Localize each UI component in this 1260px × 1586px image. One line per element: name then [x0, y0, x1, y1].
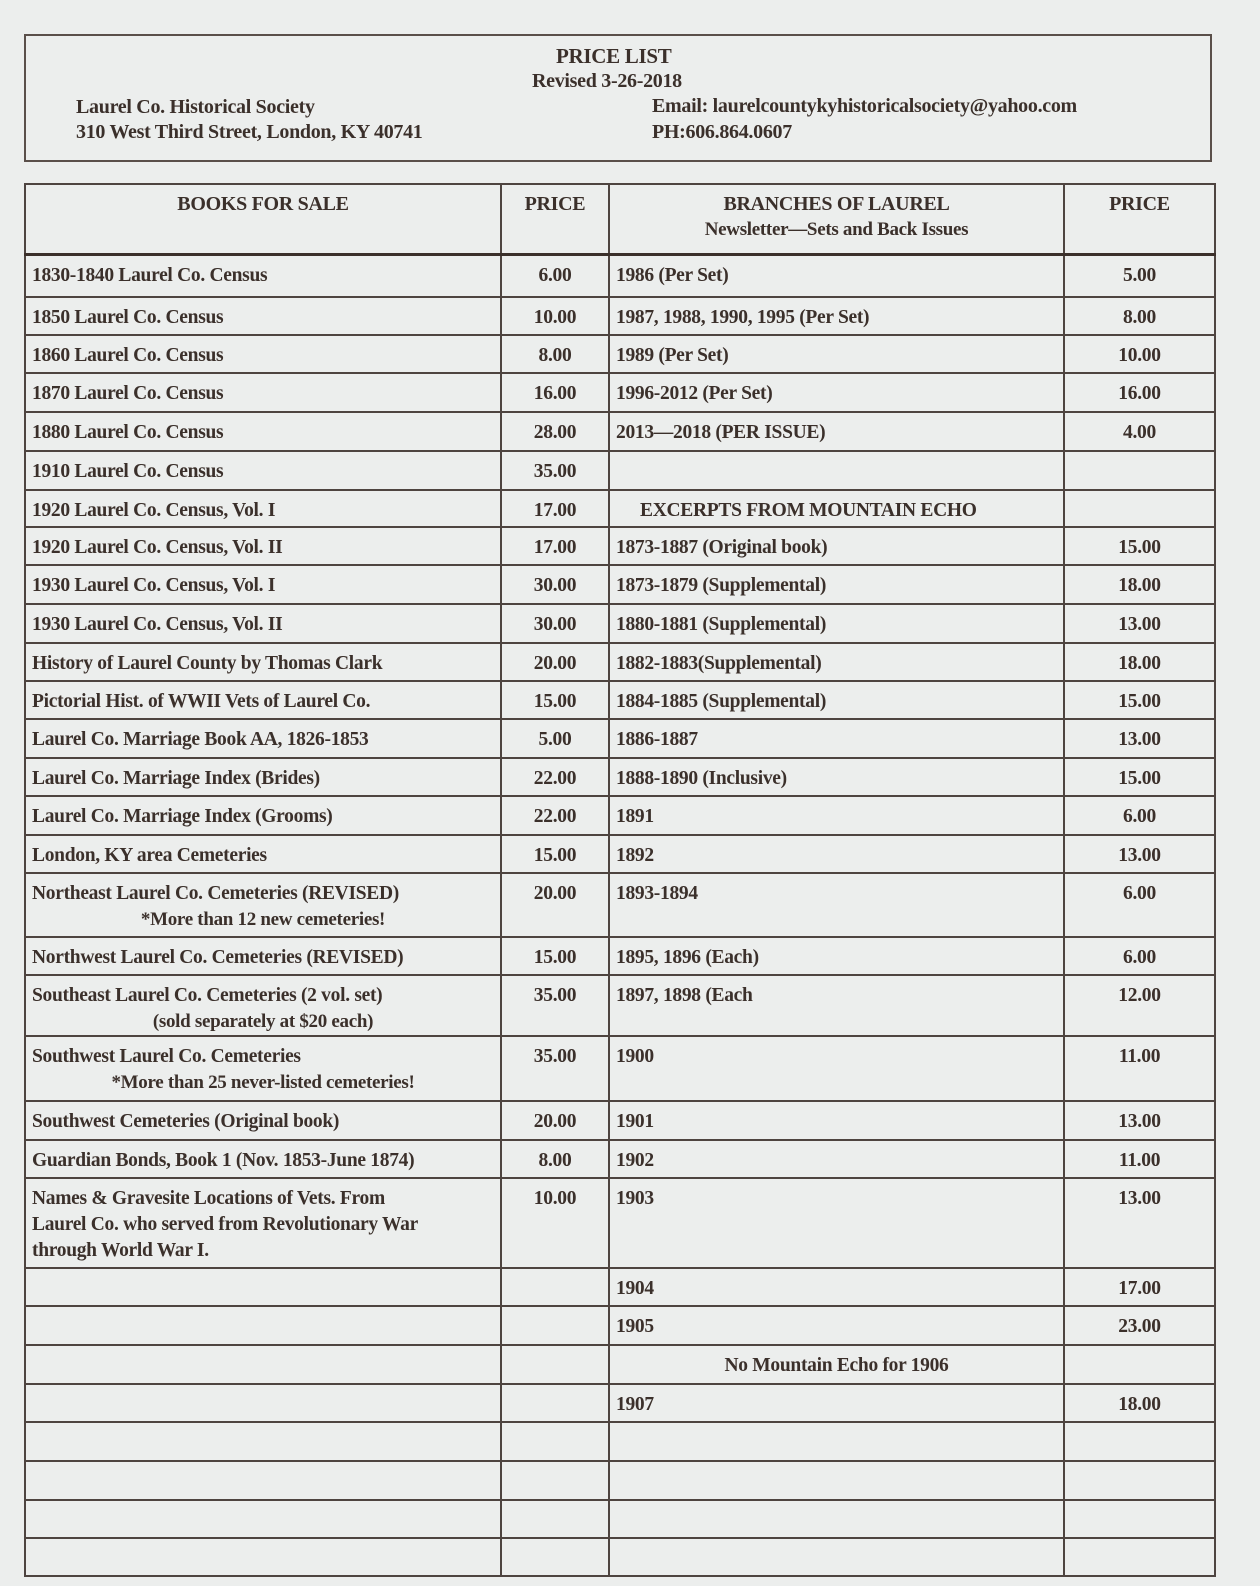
newsletter-item: 2013—2018 (PER ISSUE) [609, 412, 1064, 451]
col-header-price-right: PRICE [1064, 184, 1215, 255]
book-title [25, 1422, 501, 1461]
book-title [25, 451, 501, 490]
table-row [25, 565, 1215, 604]
newsletter-item [609, 1500, 1064, 1538]
newsletter-price: 15.00 [1064, 681, 1215, 719]
book-price: 35.00 [501, 451, 609, 490]
table-row [25, 335, 1215, 373]
book-title-text: 1830-1840 Laurel Co. Census [32, 265, 268, 286]
newsletter-item: 1989 (Per Set) [609, 335, 1064, 373]
table-row [25, 1345, 1215, 1384]
newsletter-price [1064, 1422, 1215, 1461]
newsletter-item: 1996-2012 (Per Set) [609, 373, 1064, 412]
table-row [25, 835, 1215, 873]
book-title-text: 1910 Laurel Co. Census [32, 460, 224, 482]
book-price: 8.00 [501, 335, 609, 373]
col-header-price-left: PRICE [501, 184, 609, 255]
book-price: 10.00 [501, 1178, 609, 1268]
newsletter-price: 13.00 [1064, 1101, 1215, 1140]
table-row [25, 873, 1215, 937]
org-address: 310 West Third Street, London, KY 40741 [76, 121, 423, 143]
book-title [25, 565, 501, 604]
org-name: Laurel Co. Historical Society [76, 96, 315, 118]
table-row [25, 1306, 1215, 1345]
table-row [25, 490, 1215, 527]
book-title [25, 1101, 501, 1140]
book-title-text: Southeast Laurel Co. Cemeteries (2 vol. set) [32, 984, 383, 1006]
newsletter-item: 1892 [609, 835, 1064, 873]
newsletter-item [609, 451, 1064, 490]
newsletter-price [1064, 490, 1215, 527]
table-row [25, 1140, 1215, 1178]
book-price: 16.00 [501, 373, 609, 412]
book-price [501, 1306, 609, 1345]
book-price: 20.00 [501, 873, 609, 937]
book-title [25, 527, 501, 565]
newsletter-price: 6.00 [1064, 873, 1215, 937]
book-price: 20.00 [501, 1101, 609, 1140]
book-title [25, 719, 501, 758]
newsletter-price [1064, 1461, 1215, 1500]
book-title [25, 1140, 501, 1178]
table-row [25, 681, 1215, 719]
newsletter-item: 1882-1883(Supplemental) [609, 643, 1064, 681]
newsletter-price: 18.00 [1064, 1384, 1215, 1422]
book-title-text: Laurel Co. Marriage Index (Grooms) [32, 805, 333, 827]
table-row [25, 297, 1215, 335]
newsletter-item: 1873-1887 (Original book) [609, 527, 1064, 565]
newsletter-price [1064, 451, 1215, 490]
newsletter-price [1064, 1345, 1215, 1384]
book-title [25, 373, 501, 412]
book-price: 6.00 [501, 255, 609, 297]
table-row [25, 1538, 1215, 1576]
newsletter-price: 12.00 [1064, 975, 1215, 1036]
newsletter-price: 13.00 [1064, 719, 1215, 758]
newsletter-item: 1903 [609, 1178, 1064, 1268]
book-title [25, 975, 501, 1036]
book-title-text: Laurel Co. Marriage Index (Brides) [32, 767, 320, 789]
book-title [25, 1461, 501, 1500]
book-price [501, 1422, 609, 1461]
table-row [25, 1384, 1215, 1422]
newsletter-item: 1904 [609, 1268, 1064, 1306]
book-title-text: 1850 Laurel Co. Census [32, 306, 224, 328]
book-title-text: Names & Gravesite Locations of Vets. From Laurel Co. who served from Revolutionary War through World War I. [32, 1187, 418, 1261]
book-title [25, 1268, 501, 1306]
newsletter-item: 1897, 1898 (Each [609, 975, 1064, 1036]
table-row [25, 719, 1215, 758]
book-title [25, 1036, 501, 1101]
table-row [25, 1500, 1215, 1538]
book-price: 10.00 [501, 297, 609, 335]
book-title-text: 1930 Laurel Co. Census, Vol. I [32, 574, 276, 596]
branches-title: BRANCHES OF LAUREL [723, 193, 950, 215]
newsletter-item: 1893-1894 [609, 873, 1064, 937]
table-row [25, 373, 1215, 412]
price-table [24, 183, 1216, 1577]
newsletter-price: 18.00 [1064, 643, 1215, 681]
newsletter-price [1064, 1500, 1215, 1538]
book-title-text: 1920 Laurel Co. Census, Vol. I [32, 499, 276, 521]
book-title [25, 297, 501, 335]
table-row [25, 1268, 1215, 1306]
newsletter-item [609, 1538, 1064, 1576]
book-title-text: Northwest Laurel Co. Cemeteries (REVISED) [32, 946, 404, 968]
table-row [25, 451, 1215, 490]
newsletter-item: 1986 (Per Set) [609, 255, 1064, 297]
book-price [501, 1461, 609, 1500]
book-title [25, 604, 501, 643]
newsletter-price: 13.00 [1064, 1178, 1215, 1268]
book-title [25, 1384, 501, 1422]
book-title-text: 1880 Laurel Co. Census [32, 421, 224, 443]
book-note: (sold separately at $20 each) [152, 1010, 374, 1032]
section-heading: EXCERPTS FROM MOUNTAIN ECHO [609, 490, 1064, 527]
newsletter-item: 1895, 1896 (Each) [609, 937, 1064, 975]
book-title [25, 758, 501, 796]
book-price [501, 1500, 609, 1538]
book-title [25, 1178, 501, 1268]
table-row [25, 527, 1215, 565]
table-row [25, 1461, 1215, 1500]
book-price: 17.00 [501, 527, 609, 565]
table-row [25, 1036, 1215, 1101]
newsletter-item [609, 1422, 1064, 1461]
book-title [25, 937, 501, 975]
book-price: 15.00 [501, 835, 609, 873]
book-title-text: 1870 Laurel Co. Census [32, 382, 224, 404]
newsletter-price: 6.00 [1064, 937, 1215, 975]
newsletter-price: 6.00 [1064, 796, 1215, 835]
table-row [25, 796, 1215, 835]
book-title [25, 255, 501, 297]
book-title [25, 1345, 501, 1384]
newsletter-price: 23.00 [1064, 1306, 1215, 1345]
book-price [501, 1345, 609, 1384]
book-title-text: 1930 Laurel Co. Census, Vol. II [32, 613, 283, 635]
book-price: 22.00 [501, 758, 609, 796]
book-price: 5.00 [501, 719, 609, 758]
newsletter-price: 15.00 [1064, 527, 1215, 565]
newsletter-item: 1987, 1988, 1990, 1995 (Per Set) [609, 297, 1064, 335]
newsletter-item: 1873-1879 (Supplemental) [609, 565, 1064, 604]
book-title [25, 873, 501, 937]
book-price [501, 1384, 609, 1422]
newsletter-price [1064, 1538, 1215, 1576]
book-title-text: History of Laurel County by Thomas Clark [32, 652, 383, 674]
newsletter-item: 1901 [609, 1101, 1064, 1140]
newsletter-item: 1880-1881 (Supplemental) [609, 604, 1064, 643]
table-row [25, 255, 1215, 297]
newsletter-item: 1891 [609, 796, 1064, 835]
book-price: 15.00 [501, 681, 609, 719]
book-price [501, 1268, 609, 1306]
book-title [25, 1538, 501, 1576]
table-row [25, 758, 1215, 796]
book-price: 15.00 [501, 937, 609, 975]
book-title-text: Laurel Co. Marriage Book AA, 1826-1853 [32, 728, 369, 750]
book-title-text: 1860 Laurel Co. Census [32, 344, 224, 366]
book-title-text: 1920 Laurel Co. Census, Vol. II [32, 536, 283, 558]
phone: PH:606.864.0607 [652, 121, 792, 143]
book-price: 17.00 [501, 490, 609, 527]
header-box [24, 34, 1212, 162]
book-price: 20.00 [501, 643, 609, 681]
table-row [25, 643, 1215, 681]
book-title-text: Guardian Bonds, Book 1 (Nov. 1853-June 1874) [32, 1149, 415, 1171]
table-row [25, 1101, 1215, 1140]
book-title [25, 335, 501, 373]
book-price [501, 1538, 609, 1576]
newsletter-item: 1907 [609, 1384, 1064, 1422]
book-price: 8.00 [501, 1140, 609, 1178]
book-title [25, 1500, 501, 1538]
book-title-text: Pictorial Hist. of WWII Vets of Laurel Co. [32, 690, 371, 712]
newsletter-price: 13.00 [1064, 835, 1215, 873]
newsletter-item: 1884-1885 (Supplemental) [609, 681, 1064, 719]
newsletter-price: 11.00 [1064, 1140, 1215, 1178]
col-header-books: BOOKS FOR SALE [25, 184, 501, 255]
newsletter-item: 1905 [609, 1306, 1064, 1345]
page-title: PRICE LIST [556, 44, 672, 68]
col-header-branches [609, 184, 1064, 255]
book-price: 22.00 [501, 796, 609, 835]
newsletter-price: 13.00 [1064, 604, 1215, 643]
email: Email: laurelcountykyhistoricalsociety@yahoo.com [652, 95, 1077, 117]
table-row [25, 975, 1215, 1036]
table-row [25, 937, 1215, 975]
book-price: 30.00 [501, 604, 609, 643]
book-note: *More than 25 never-listed cemeteries! [111, 1071, 415, 1093]
book-title [25, 643, 501, 681]
book-title [25, 796, 501, 835]
newsletter-price: 15.00 [1064, 758, 1215, 796]
book-note: *More than 12 new cemeteries! [140, 908, 386, 930]
book-title-text: Southwest Cemeteries (Original book) [32, 1110, 340, 1132]
newsletter-price: 8.00 [1064, 297, 1215, 335]
table-row [25, 1422, 1215, 1461]
newsletter-price: 11.00 [1064, 1036, 1215, 1101]
branches-subtitle: Newsletter—Sets and Back Issues [704, 219, 969, 240]
newsletter-item: 1900 [609, 1036, 1064, 1101]
book-title [25, 681, 501, 719]
revised-date: Revised 3-26-2018 [532, 70, 682, 92]
table-row [25, 604, 1215, 643]
newsletter-item: 1902 [609, 1140, 1064, 1178]
newsletter-price: 18.00 [1064, 565, 1215, 604]
book-title-text: Northeast Laurel Co. Cemeteries (REVISED) [32, 882, 399, 904]
newsletter-item: 1886-1887 [609, 719, 1064, 758]
newsletter-item: No Mountain Echo for 1906 [609, 1345, 1064, 1384]
newsletter-price: 17.00 [1064, 1268, 1215, 1306]
book-title-text: Southwest Laurel Co. Cemeteries [32, 1045, 301, 1067]
newsletter-item: 1888-1890 (Inclusive) [609, 758, 1064, 796]
newsletter-price: 4.00 [1064, 412, 1215, 451]
newsletter-price: 5.00 [1064, 255, 1215, 297]
book-title [25, 490, 501, 527]
newsletter-price: 16.00 [1064, 373, 1215, 412]
book-price: 30.00 [501, 565, 609, 604]
newsletter-item [609, 1461, 1064, 1500]
book-title-text: London, KY area Cemeteries [32, 844, 267, 866]
book-price: 28.00 [501, 412, 609, 451]
book-price: 35.00 [501, 975, 609, 1036]
newsletter-price: 10.00 [1064, 335, 1215, 373]
table-row [25, 412, 1215, 451]
book-title [25, 412, 501, 451]
book-price: 35.00 [501, 1036, 609, 1101]
book-title [25, 835, 501, 873]
table-row [25, 1178, 1215, 1268]
book-title [25, 1306, 501, 1345]
